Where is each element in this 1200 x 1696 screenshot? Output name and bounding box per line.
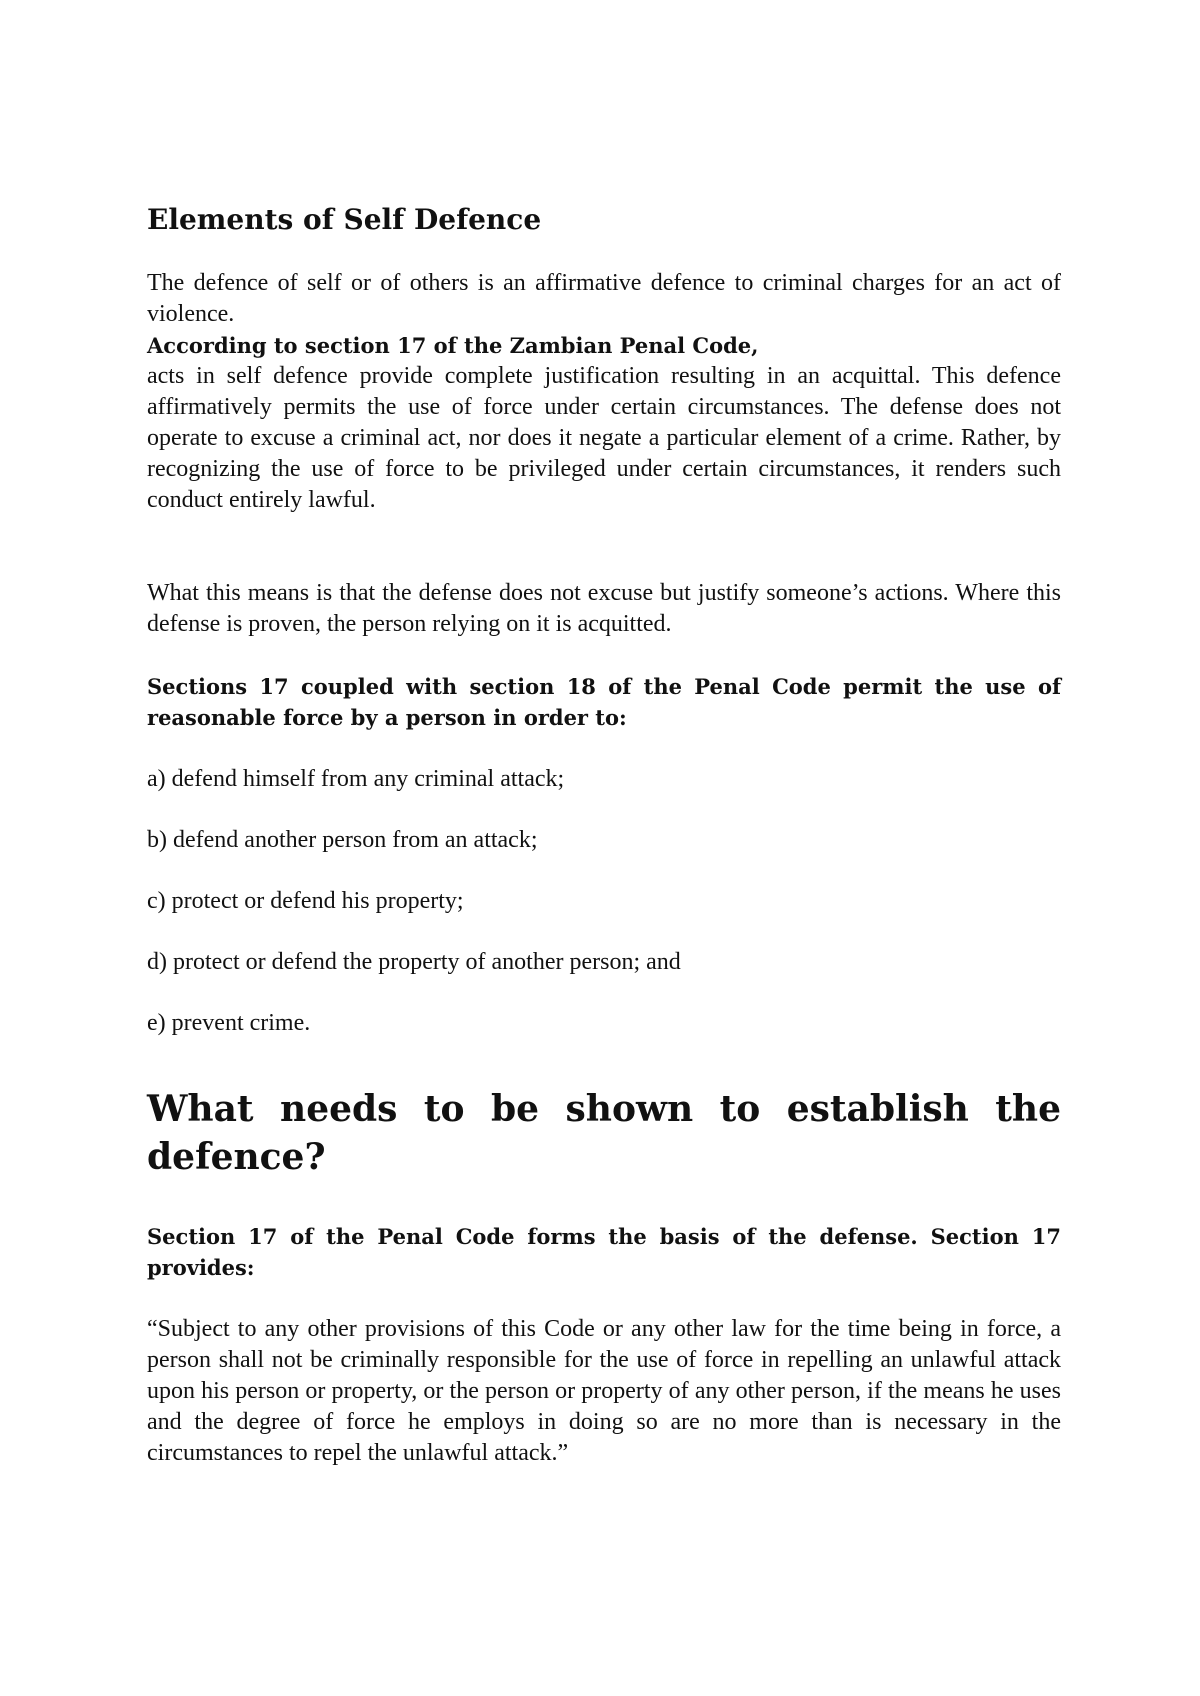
list-item: a) defend himself from any criminal attack; (147, 766, 565, 792)
spacer (147, 733, 1061, 764)
spacer (147, 1283, 1061, 1314)
section17-body: acts in self defence provide complete justification resulting in an acquittal. This defence affirmatively permits the use of force under certain circumstances. The defense does not operate to excuse a criminal act, nor does it negate a particular element of a crime. Rather, by recognizing the use of force to be privileged under certain circumstances, it renders such conduct entirely lawful. (147, 363, 1061, 513)
section17-quote: “Subject to any other provisions of this Code or any other law for the time being in force, a person shall not be criminally responsible for the use of force in repelling an unlawful attack upon his person or property, or the person or property of any other person, if the means he uses and the degree of force he employs in doing so are no more than is necessary in the circumstances to repel the unlawful attack.” (147, 1316, 1061, 1466)
list-item: e) prevent crime. (147, 1010, 311, 1036)
intro-paragraph: The defence of self or of others is an affirmative defence to criminal charges for an act of violence. (147, 270, 1061, 327)
section-heading: What needs to be shown to establish the defence? (147, 1088, 1061, 1178)
sections-heading: Sections 17 coupled with section 18 of the Penal Code permit the use of reasonable force by a person in order to: (147, 674, 1061, 730)
section17-provides: Section 17 of the Penal Code forms the basis of the defense. Section 17 provides: (147, 1224, 1061, 1280)
document-page (147, 200, 1061, 1469)
list-item: c) protect or defend his property; (147, 888, 464, 914)
permitted-uses-list (147, 764, 1061, 1039)
list-item: b) defend another person from an attack; (147, 827, 538, 853)
section17-lead: According to section 17 of the Zambian Penal Code, (147, 333, 759, 358)
document-title: Elements of Self Defence (147, 203, 542, 236)
list-item: d) protect or defend the property of another person; and (147, 949, 681, 975)
spacer (147, 640, 1061, 671)
meaning-paragraph: What this means is that the defense does not excuse but justify someone’s actions. Where this defense is proven, the person relying on it is acquitted. (147, 580, 1061, 637)
spacer (147, 516, 1061, 578)
